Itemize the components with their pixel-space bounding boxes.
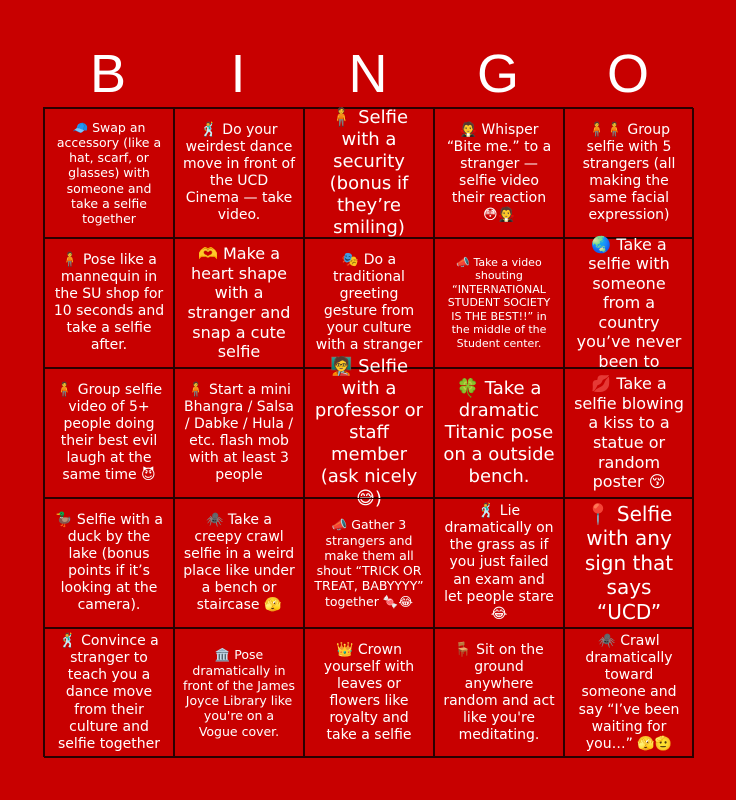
bingo-cell[interactable] [434, 628, 564, 758]
bingo-cell[interactable] [44, 368, 174, 498]
header-letter-i: I [230, 44, 246, 104]
bingo-cell-text: 🧍 Group selfie video of 5+ people doing their best evil laugh at the same time 😈 [55, 381, 163, 484]
bingo-cell[interactable] [434, 498, 564, 628]
bingo-cell-text: 📍 Selfie with any sign that says “UCD” [584, 502, 674, 624]
bingo-cell-text: 🫶 Make a heart shape with a stranger and snap a cute selfie [187, 244, 291, 362]
bingo-cell[interactable] [564, 368, 694, 498]
bingo-cell-text: 🎭 Do a traditional greeting gesture from your culture with a stranger [315, 251, 423, 354]
bingo-cell-text: 🧑‍🏫 Selfie with a professor or staff member (ask nicely 😅) [314, 356, 424, 509]
bingo-cell-text: 🕺 Convince a stranger to teach you a dance move from their culture and selfie together [58, 633, 160, 752]
bingo-cell[interactable] [174, 238, 304, 368]
bingo-cell[interactable] [304, 498, 434, 628]
bingo-cell[interactable] [564, 108, 694, 238]
bingo-cell[interactable] [44, 498, 174, 628]
bingo-cell-text: 📣 Take a video shouting “INTERNATIONAL STUDENT SOCIETY IS THE BEST!!” in the middle of the Student center. [447, 256, 551, 350]
bingo-cell-text: 🧍 Pose like a mannequin in the SU shop for 10 seconds and take a selfie after. [53, 251, 165, 354]
bingo-cell[interactable] [564, 234, 694, 371]
bingo-cell-text: 📣 Gather 3 strangers and make them all shout “TRICK OR TREAT, BABYYYY” together 🍬😂 [314, 517, 424, 609]
bingo-cell[interactable] [304, 628, 434, 758]
bingo-grid [43, 107, 693, 757]
bingo-cell[interactable] [174, 108, 304, 238]
bingo-cell-text: 👑 Crown yourself with leaves or flowers like royalty and take a selfie [323, 641, 415, 744]
bingo-cell[interactable] [434, 238, 564, 368]
bingo-cell-text: 🧍‍🧍 Group selfie with 5 strangers (all making the same facial expression) [582, 121, 676, 224]
bingo-cell[interactable] [304, 356, 434, 509]
bingo-cell-text: 💋 Take a selfie blowing a kiss to a statue or random poster 😚 [574, 374, 684, 492]
bingo-cell-text: 🕷️ Crawl dramatically toward someone and say “I’ve been waiting for you…” 🫣🫡 [578, 633, 680, 752]
bingo-cell-text: 🪑 Sit on the ground anywhere random and act like you're meditating. [443, 641, 555, 744]
bingo-cell[interactable] [44, 108, 174, 238]
header-letter-g: G [476, 44, 519, 104]
bingo-cell[interactable] [434, 108, 564, 238]
bingo-cell[interactable] [44, 628, 174, 758]
bingo-cell[interactable] [304, 108, 434, 238]
bingo-cell-text: 🧛 Whisper “Bite me.” to a stranger — selfie video their reaction 😳🧛 [446, 121, 552, 224]
bingo-cell-text: 🏛️ Pose dramatically in front of the James Joyce Library like you're on a Vogue cover. [183, 647, 295, 739]
bingo-cell-text: 🍀 Take a dramatic Titanic pose on a outside bench. [443, 378, 555, 487]
bingo-cell[interactable] [174, 628, 304, 758]
bingo-cell[interactable] [174, 368, 304, 498]
bingo-cell-text: 🕺 Do your weirdest dance move in front of the UCD Cinema — take video. [183, 121, 296, 224]
bingo-cell-text: 🕷️ Take a creepy crawl selfie in a weird place like under a bench or staircase 🫣 [183, 511, 295, 614]
bingo-cell-text: 🧍 Selfie with a security (bonus if they’re smiling) [329, 107, 409, 238]
bingo-cell[interactable] [564, 498, 694, 628]
bingo-cell-text: 🧍 Start a mini Bhangra / Salsa / Dabke / Hula / etc. flash mob with at least 3 people [184, 381, 294, 484]
header-letter-o: O [606, 44, 649, 104]
bingo-cell-text: 🕺 Lie dramatically on the grass as if you just failed an exam and let people stare 😂 [444, 503, 554, 622]
bingo-cell-text: 🧢 Swap an accessory (like a hat, scarf, or glasses) with someone and take a selfie together [56, 119, 162, 227]
bingo-cell-text: 🦆 Selfie with a duck by the lake (bonus points if it’s looking at the camera). [55, 511, 163, 614]
bingo-header [43, 40, 693, 108]
bingo-cell[interactable] [304, 238, 434, 368]
bingo-cell[interactable] [434, 368, 564, 498]
header-letter-b: B [89, 44, 127, 104]
bingo-cell-text: 🌏 Take a selfie with someone from a country you’ve never been to [576, 234, 682, 371]
bingo-cell[interactable] [564, 628, 694, 758]
header-letter-n: N [348, 44, 388, 104]
bingo-cell[interactable] [44, 238, 174, 368]
bingo-cell[interactable] [174, 498, 304, 628]
